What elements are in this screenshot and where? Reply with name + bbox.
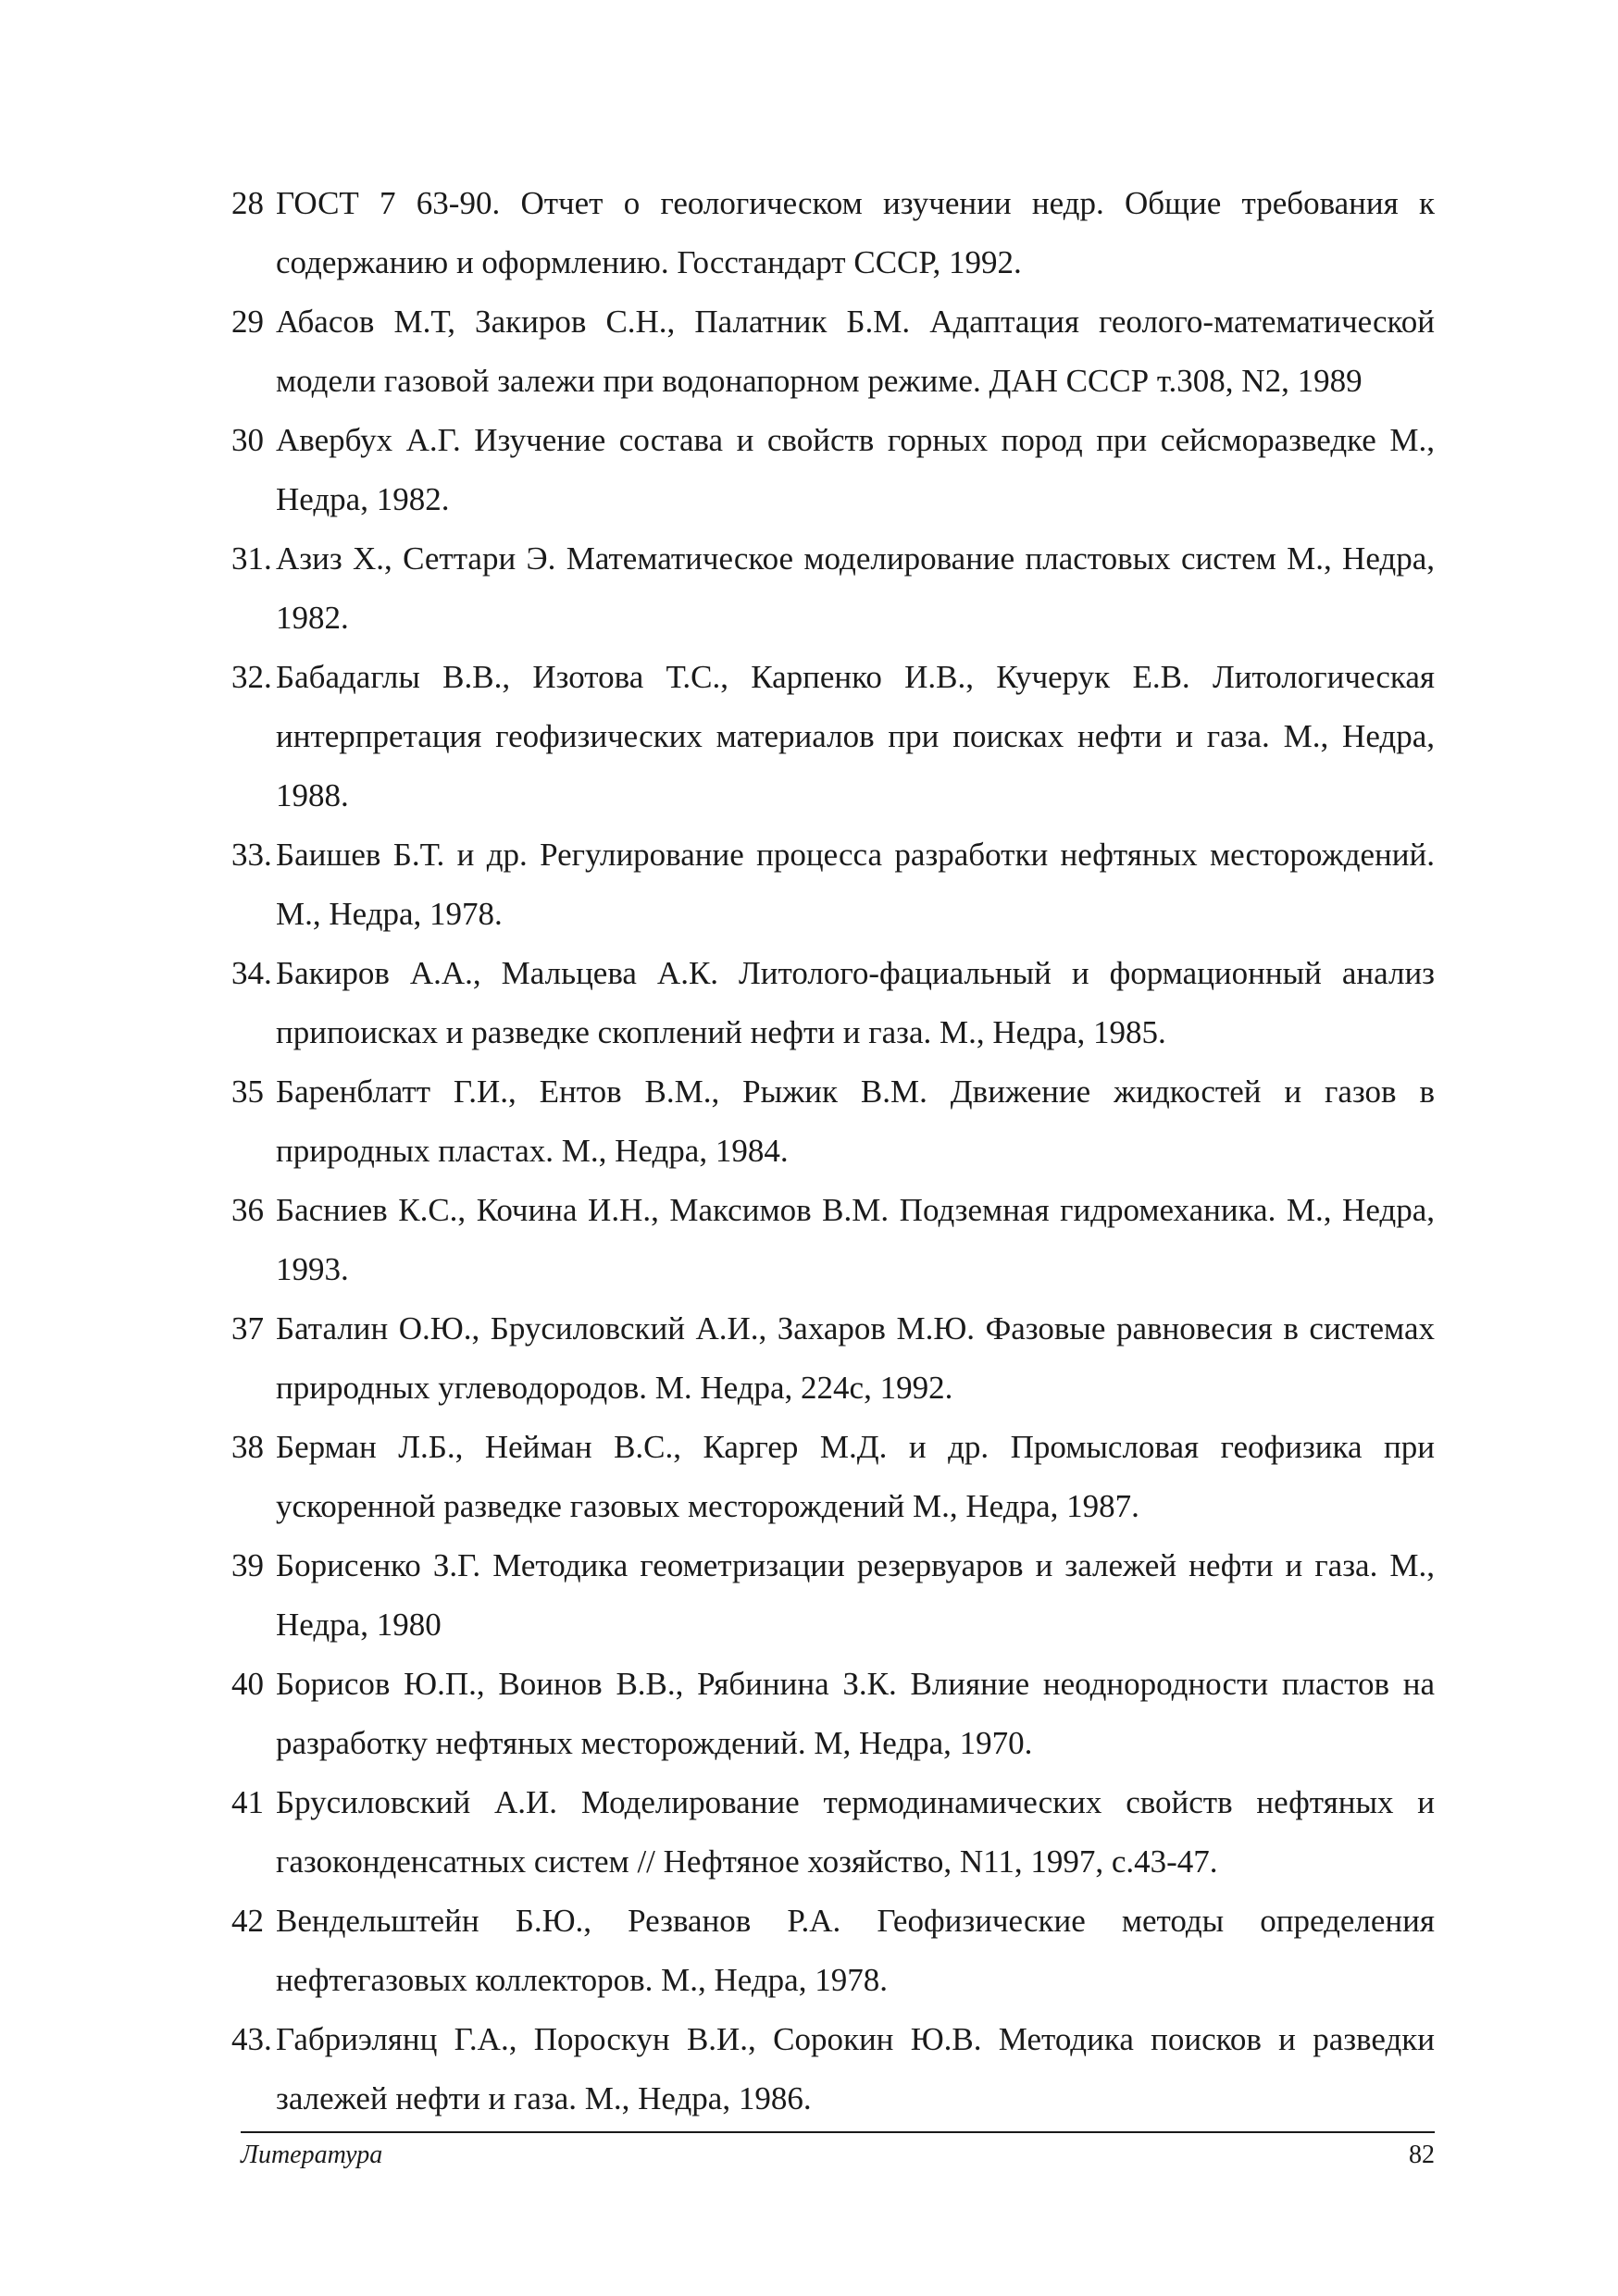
reference-number: 29 — [231, 304, 264, 340]
reference-item — [231, 1773, 1435, 1892]
reference-list — [231, 174, 1435, 2128]
reference-text: Бакиров А.А., Мальцева А.К. Литолого-фациальный и формационный анализ припоисках и разведке скоплений нефти и газа. М., Недра, 1985. — [276, 955, 1435, 1050]
reference-text: Басниев К.С., Кочина И.Н., Максимов В.М. Подземная гидромеханика. М., Недра, 1993. — [276, 1192, 1435, 1287]
page-number: 82 — [1409, 2141, 1435, 2169]
reference-item — [231, 411, 1435, 529]
reference-text: Авербух А.Г. Изучение состава и свойств горных пород при сейсморазведке М., Недра, 1982. — [276, 422, 1435, 517]
reference-number: 32. — [231, 659, 272, 695]
reference-item — [231, 1418, 1435, 1536]
reference-text: Брусиловский А.И. Моделирование термодинамических свойств нефтяных и газоконденсатных систем // Нефтяное хозяйство, N11, 1997, с.43-47. — [276, 1784, 1435, 1880]
reference-text: Баишев Б.Т. и др. Регулирование процесса разработки нефтяных месторождений. М., Недра, 1978. — [276, 837, 1435, 932]
reference-number: 37 — [231, 1310, 264, 1347]
reference-item — [231, 825, 1435, 944]
reference-text: Азиз Х., Сеттари Э. Математическое моделирование пластовых систем М., Недра, 1982. — [276, 540, 1435, 636]
reference-text: Баталин О.Ю., Брусиловский А.И., Захаров М.Ю. Фазовые равновесия в системах природных углеводородов. М. Недра, 224с, 1992. — [276, 1310, 1435, 1406]
reference-item — [231, 1892, 1435, 2010]
page-footer — [241, 2131, 1435, 2170]
reference-number: 28 — [231, 185, 264, 221]
reference-number: 39 — [231, 1547, 264, 1583]
reference-item — [231, 174, 1435, 292]
reference-number: 30 — [231, 422, 264, 458]
reference-text: Габриэлянц Г.А., Пороскун В.И., Сорокин Ю.В. Методика поисков и разведки залежей нефти и газа. М., Недра, 1986. — [276, 2021, 1435, 2116]
reference-number: 38 — [231, 1429, 264, 1465]
reference-number: 41 — [231, 1784, 264, 1820]
reference-item — [231, 2010, 1435, 2128]
reference-text: ГОСТ 7 63-90. Отчет о геологическом изучении недр. Общие требования к содержанию и оформлению. Госстандарт СССР, 1992. — [276, 185, 1435, 280]
reference-text: Борисенко З.Г. Методика геометризации резервуаров и залежей нефти и газа. М., Недра, 1980 — [276, 1547, 1435, 1643]
reference-item — [231, 529, 1435, 648]
reference-number: 34. — [231, 955, 272, 991]
reference-item — [231, 1655, 1435, 1773]
reference-item — [231, 1536, 1435, 1655]
footer-row — [241, 2133, 1435, 2170]
reference-item — [231, 1181, 1435, 1299]
reference-text: Вендельштейн Б.Ю., Резванов Р.А. Геофизические методы определения нефтегазовых коллекторов. М., Недра, 1978. — [276, 1903, 1435, 1998]
reference-number: 33. — [231, 837, 272, 873]
reference-item — [231, 944, 1435, 1062]
reference-number: 40 — [231, 1666, 264, 1702]
reference-number: 43. — [231, 2021, 272, 2057]
footer-section-title: Литература — [241, 2141, 383, 2169]
reference-number: 36 — [231, 1192, 264, 1228]
reference-text: Абасов М.Т, Закиров С.Н., Палатник Б.М. Адаптация геолого-математической модели газовой залежи при водонапорном режиме. ДАН СССР т.308, N2, 1989 — [276, 304, 1435, 399]
reference-item — [231, 1062, 1435, 1181]
reference-item — [231, 1299, 1435, 1418]
reference-text: Бабадаглы В.В., Изотова Т.С., Карпенко И.В., Кучерук Е.В. Литологическая интерпретация геофизических материалов при поисках нефти и газа. М., Недра, 1988. — [276, 659, 1435, 813]
reference-text: Баренблатт Г.И., Ентов В.М., Рыжик В.М. Движение жидкостей и газов в природных пластах. М., Недра, 1984. — [276, 1074, 1435, 1169]
reference-text: Борисов Ю.П., Воинов В.В., Рябинина З.К. Влияние неоднородности пластов на разработку нефтяных месторождений. М, Недра, 1970. — [276, 1666, 1435, 1761]
reference-number: 31. — [231, 540, 272, 577]
reference-number: 42 — [231, 1903, 264, 1939]
reference-item — [231, 292, 1435, 411]
reference-item — [231, 648, 1435, 825]
reference-text: Берман Л.Б., Нейман В.С., Каргер М.Д. и др. Промысловая геофизика при ускоренной разведке газовых месторождений М., Недра, 1987. — [276, 1429, 1435, 1524]
reference-number: 35 — [231, 1074, 264, 1110]
